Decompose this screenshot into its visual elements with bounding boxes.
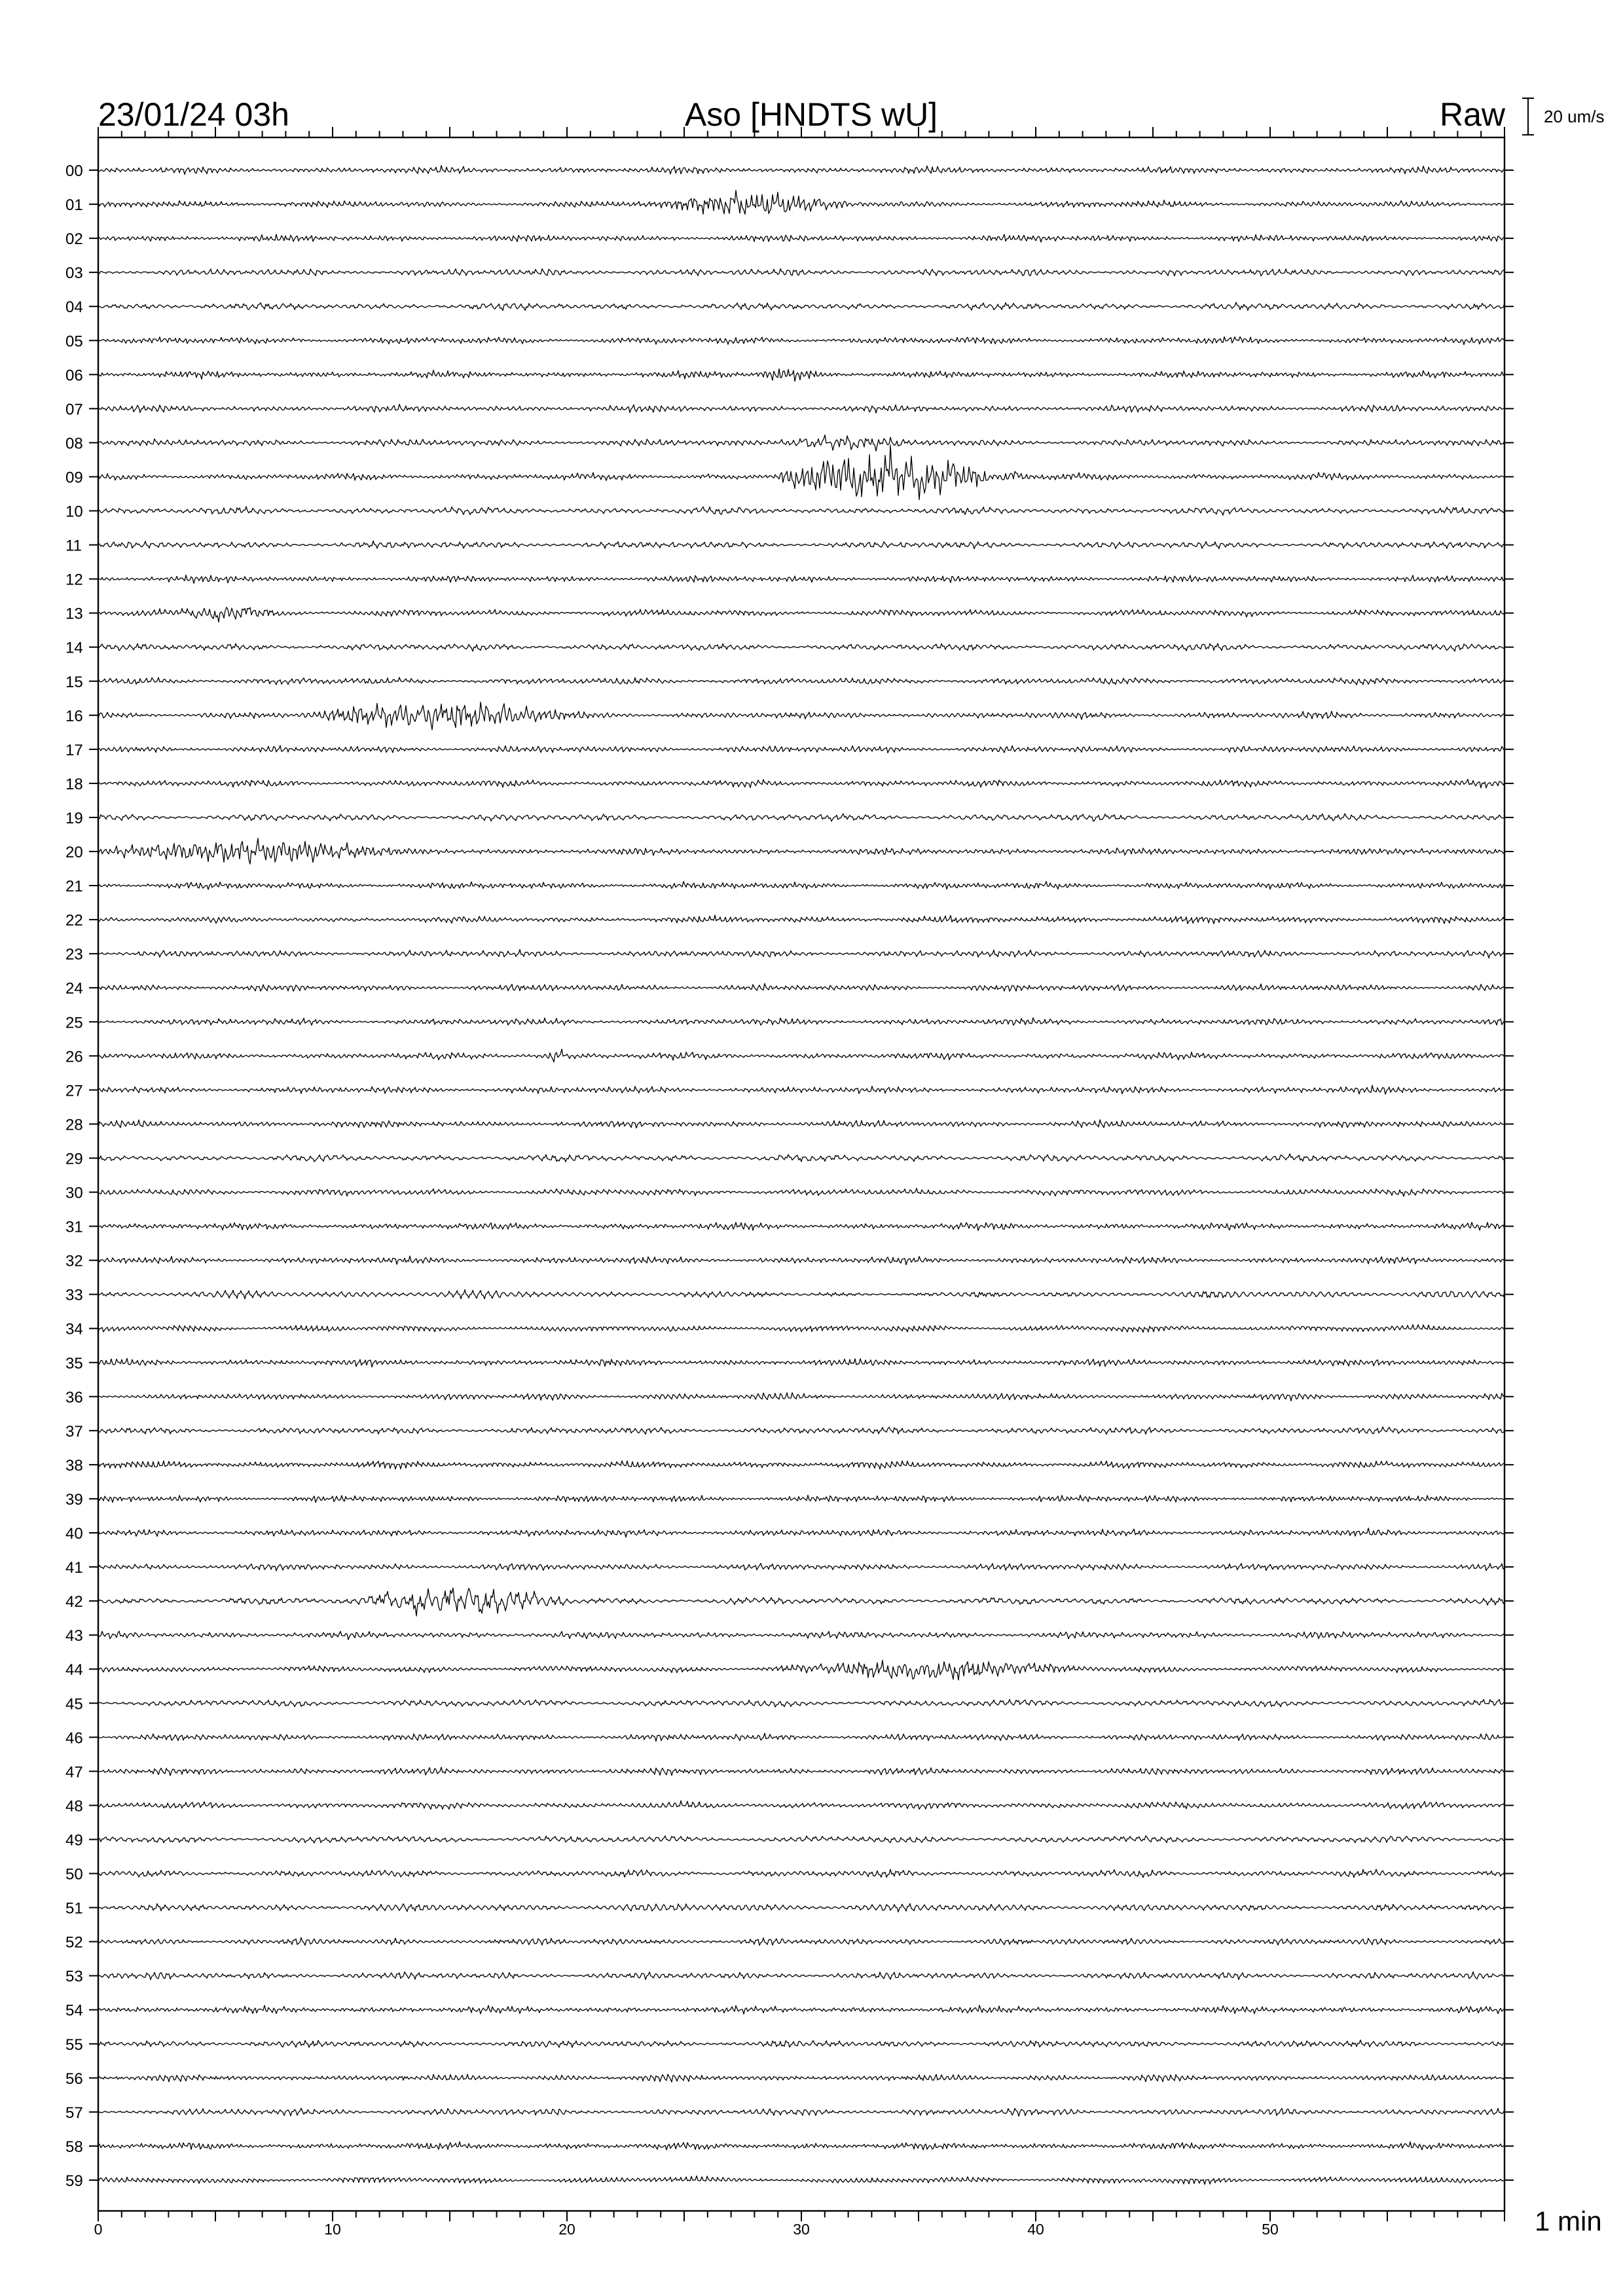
trace-04 [98, 302, 1504, 311]
row-label: 41 [65, 1559, 83, 1577]
row-label: 11 [65, 537, 82, 555]
trace-07 [98, 404, 1504, 414]
row-label: 19 [65, 809, 83, 827]
row-label: 35 [65, 1354, 83, 1372]
trace-21 [98, 882, 1504, 889]
trace-41 [98, 1564, 1504, 1571]
trace-56 [98, 2074, 1504, 2082]
row-label: 43 [65, 1627, 83, 1645]
trace-25 [98, 1018, 1504, 1026]
trace-30 [98, 1189, 1504, 1196]
x-unit-label: 1 min [1535, 2206, 1602, 2236]
trace-27 [98, 1085, 1504, 1094]
trace-57 [98, 2108, 1504, 2116]
row-label: 42 [65, 1593, 83, 1611]
row-label: 23 [65, 946, 83, 964]
row-label: 51 [65, 1899, 83, 1918]
row-label: 50 [65, 1865, 83, 1884]
amplitude-scale-label: 20 um/s [1544, 107, 1605, 126]
trace-22 [98, 915, 1504, 924]
row-label: 57 [65, 2104, 83, 2122]
x-tick-label: 10 [324, 2221, 341, 2238]
trace-28 [98, 1120, 1504, 1128]
trace-48 [98, 1801, 1504, 1809]
x-tick-label: 20 [558, 2221, 575, 2238]
trace-45 [98, 1699, 1504, 1707]
trace-40 [98, 1528, 1504, 1537]
trace-02 [98, 234, 1504, 242]
row-label: 59 [65, 2172, 83, 2190]
row-label: 24 [65, 980, 83, 998]
trace-38 [98, 1461, 1504, 1469]
row-label: 58 [65, 2138, 83, 2156]
trace-50 [98, 1869, 1504, 1877]
trace-51 [98, 1903, 1504, 1912]
row-label: 25 [65, 1014, 83, 1032]
row-label: 16 [65, 707, 83, 725]
trace-17 [98, 745, 1504, 753]
trace-00 [98, 166, 1504, 175]
row-label: 33 [65, 1286, 83, 1304]
trace-01 [98, 190, 1504, 215]
trace-34 [98, 1325, 1504, 1333]
row-label: 45 [65, 1695, 83, 1713]
trace-36 [98, 1393, 1504, 1401]
trace-44 [98, 1660, 1504, 1680]
row-label: 22 [65, 912, 83, 930]
row-label: 03 [65, 264, 83, 283]
row-label: 38 [65, 1456, 83, 1475]
row-label: 17 [65, 741, 83, 759]
row-label: 47 [65, 1763, 83, 1782]
row-label: 28 [65, 1116, 83, 1134]
trace-43 [98, 1631, 1504, 1640]
trace-32 [98, 1256, 1504, 1265]
row-label: 55 [65, 2036, 83, 2054]
trace-54 [98, 2005, 1504, 2015]
trace-39 [98, 1495, 1504, 1502]
row-label: 53 [65, 1967, 83, 1986]
row-label: 13 [65, 605, 83, 623]
row-label: 10 [65, 503, 83, 521]
row-label: 00 [65, 162, 83, 180]
row-label: 44 [65, 1661, 83, 1679]
trace-52 [98, 1937, 1504, 1945]
trace-13 [98, 607, 1504, 622]
trace-46 [98, 1733, 1504, 1741]
trace-23 [98, 950, 1504, 958]
trace-33 [98, 1290, 1504, 1299]
row-label: 30 [65, 1184, 83, 1202]
row-label: 48 [65, 1797, 83, 1816]
station-title: Aso [HNDTS wU] [684, 96, 938, 133]
row-label: 04 [65, 298, 83, 317]
row-label: 15 [65, 673, 83, 691]
x-tick-label: 40 [1027, 2221, 1044, 2238]
trace-55 [98, 2040, 1504, 2047]
row-label: 36 [65, 1388, 83, 1407]
row-label: 52 [65, 1933, 83, 1952]
trace-19 [98, 814, 1504, 821]
plot-frame [98, 137, 1504, 2211]
row-label: 07 [65, 401, 83, 419]
row-label: 37 [65, 1422, 83, 1441]
trace-03 [98, 269, 1504, 276]
trace-42 [98, 1588, 1504, 1616]
trace-15 [98, 677, 1504, 685]
trace-29 [98, 1154, 1504, 1162]
x-tick-label: 30 [793, 2221, 810, 2238]
trace-06 [98, 369, 1504, 382]
trace-08 [98, 435, 1504, 452]
x-tick-label: 0 [94, 2221, 103, 2238]
row-label: 34 [65, 1320, 83, 1338]
row-label: 29 [65, 1150, 83, 1168]
row-label: 20 [65, 844, 83, 861]
trace-26 [98, 1049, 1504, 1062]
row-label: 02 [65, 230, 83, 249]
trace-31 [98, 1223, 1504, 1231]
x-tick-label: 50 [1262, 2221, 1279, 2238]
trace-59 [98, 2176, 1504, 2185]
trace-20 [98, 838, 1504, 864]
row-label: 31 [65, 1218, 83, 1236]
row-label: 01 [65, 196, 83, 215]
trace-58 [98, 2142, 1504, 2149]
trace-05 [98, 337, 1504, 345]
row-label: 05 [65, 332, 83, 351]
mode-label: Raw [1439, 96, 1505, 133]
row-label: 26 [65, 1048, 83, 1066]
trace-49 [98, 1836, 1504, 1843]
trace-09 [98, 445, 1504, 500]
row-label: 54 [65, 2001, 83, 2020]
trace-24 [98, 984, 1504, 992]
row-label: 39 [65, 1490, 83, 1509]
trace-10 [98, 507, 1504, 515]
row-label: 32 [65, 1252, 83, 1270]
trace-14 [98, 643, 1504, 651]
row-label: 09 [65, 469, 83, 487]
trace-12 [98, 575, 1504, 584]
row-label: 27 [65, 1082, 83, 1100]
row-label: 14 [65, 639, 83, 657]
row-label: 46 [65, 1729, 83, 1748]
row-label: 56 [65, 2070, 83, 2088]
trace-37 [98, 1427, 1504, 1434]
row-label: 21 [65, 878, 83, 896]
trace-18 [98, 780, 1504, 788]
trace-47 [98, 1767, 1504, 1776]
row-label: 12 [65, 571, 83, 589]
row-label: 40 [65, 1525, 83, 1543]
row-label: 06 [65, 367, 83, 385]
row-label: 18 [65, 775, 83, 793]
date-hour-label: 23/01/24 03h [98, 96, 289, 133]
trace-53 [98, 1972, 1504, 1980]
trace-16 [98, 702, 1504, 730]
trace-35 [98, 1359, 1504, 1367]
row-label: 49 [65, 1831, 83, 1850]
trace-11 [98, 541, 1504, 548]
row-label: 08 [65, 435, 83, 453]
